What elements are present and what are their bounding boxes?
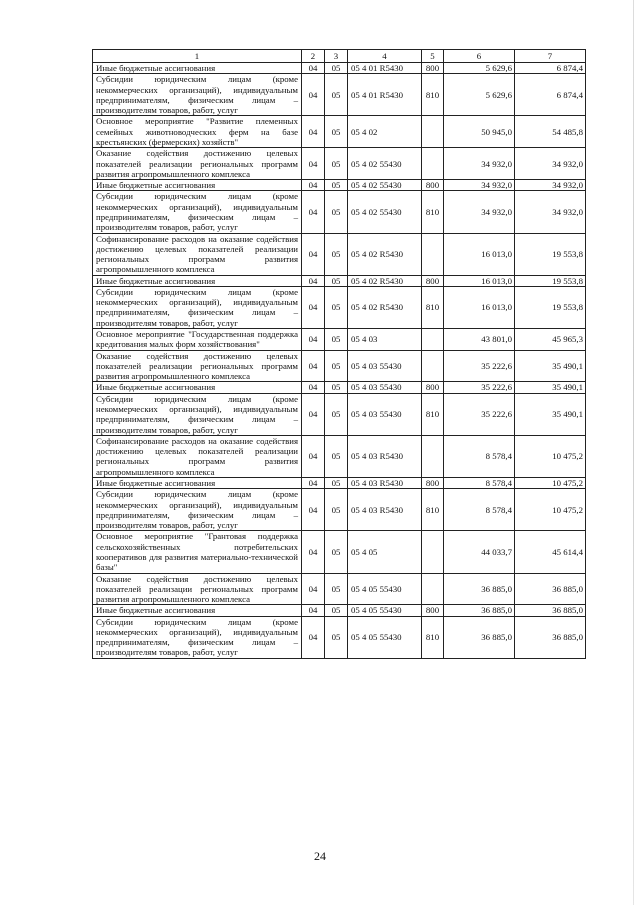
table-row: [93, 605, 586, 616]
target-article-cell: 05 4 03 55430: [348, 350, 422, 382]
row-name-cell: Оказание содействия достижению целевых показателей реализации региональных программ развития агропромышленного комплекса: [93, 573, 302, 605]
subsection-cell: 05: [325, 116, 348, 148]
column-header: 3: [325, 50, 348, 63]
row-name-cell: Основное мероприятие "Развитие племенных семейных животноводческих ферм на базе крестьянских (фермерских) хозяйств": [93, 116, 302, 148]
section-cell: 04: [302, 477, 325, 488]
subsection-cell: 05: [325, 63, 348, 74]
target-article-cell: 05 4 05 55430: [348, 616, 422, 658]
table-row: [93, 286, 586, 328]
amount-year1-cell: 34 932,0: [444, 148, 515, 180]
page-number: 24: [314, 849, 326, 863]
table-row: [93, 382, 586, 393]
table-row: [93, 477, 586, 488]
target-article-cell: 05 4 05: [348, 531, 422, 573]
target-article-cell: 05 4 05 55430: [348, 573, 422, 605]
budget-table: [92, 49, 586, 659]
amount-year1-cell: 34 932,0: [444, 180, 515, 191]
target-article-cell: 05 4 02 55430: [348, 180, 422, 191]
table-row: [93, 573, 586, 605]
subsection-cell: 05: [325, 477, 348, 488]
amount-year1-cell: 36 885,0: [444, 573, 515, 605]
amount-year2-cell: 35 490,1: [515, 393, 586, 435]
amount-year1-cell: 35 222,6: [444, 350, 515, 382]
target-article-cell: 05 4 05 55430: [348, 605, 422, 616]
expense-type-cell: 810: [422, 489, 444, 531]
amount-year2-cell: 54 485,8: [515, 116, 586, 148]
subsection-cell: 05: [325, 191, 348, 233]
section-cell: 04: [302, 531, 325, 573]
section-cell: 04: [302, 191, 325, 233]
amount-year2-cell: 36 885,0: [515, 573, 586, 605]
subsection-cell: 05: [325, 74, 348, 116]
amount-year2-cell: 10 475,2: [515, 477, 586, 488]
amount-year1-cell: 8 578,4: [444, 435, 515, 477]
expense-type-cell: [422, 573, 444, 605]
scan-edge-line: [633, 0, 634, 905]
row-name-cell: Субсидии юридическим лицам (кроме некоммерческих организаций), индивидуальным предпринимателям, физическим лицам – производителям товаров, работ, услуг: [93, 74, 302, 116]
target-article-cell: 05 4 02 55430: [348, 191, 422, 233]
row-name-cell: Иные бюджетные ассигнования: [93, 275, 302, 286]
subsection-cell: 05: [325, 286, 348, 328]
table-row: [93, 329, 586, 351]
amount-year1-cell: 16 013,0: [444, 233, 515, 275]
table-row: [93, 393, 586, 435]
amount-year2-cell: 19 553,8: [515, 286, 586, 328]
section-cell: 04: [302, 180, 325, 191]
amount-year2-cell: 19 553,8: [515, 233, 586, 275]
table-row: [93, 350, 586, 382]
section-cell: 04: [302, 573, 325, 605]
expense-type-cell: [422, 329, 444, 351]
section-cell: 04: [302, 63, 325, 74]
target-article-cell: 05 4 03 R5430: [348, 489, 422, 531]
subsection-cell: 05: [325, 148, 348, 180]
expense-type-cell: [422, 531, 444, 573]
subsection-cell: 05: [325, 616, 348, 658]
target-article-cell: 05 4 03 R5430: [348, 435, 422, 477]
row-name-cell: Оказание содействия достижению целевых показателей реализации региональных программ развития агропромышленного комплекса: [93, 148, 302, 180]
expense-type-cell: 800: [422, 477, 444, 488]
amount-year1-cell: 36 885,0: [444, 616, 515, 658]
row-name-cell: Основное мероприятие "Государственная поддержка кредитования малых форм хозяйствования": [93, 329, 302, 351]
subsection-cell: 05: [325, 233, 348, 275]
expense-type-cell: [422, 233, 444, 275]
amount-year2-cell: 34 932,0: [515, 148, 586, 180]
subsection-cell: 05: [325, 329, 348, 351]
column-header: 2: [302, 50, 325, 63]
table-row: [93, 63, 586, 74]
subsection-cell: 05: [325, 605, 348, 616]
expense-type-cell: 810: [422, 191, 444, 233]
target-article-cell: 05 4 01 R5430: [348, 74, 422, 116]
section-cell: 04: [302, 616, 325, 658]
section-cell: 04: [302, 350, 325, 382]
table-row: [93, 191, 586, 233]
expense-type-cell: 800: [422, 275, 444, 286]
amount-year1-cell: 36 885,0: [444, 605, 515, 616]
amount-year2-cell: 6 874,4: [515, 74, 586, 116]
row-name-cell: Субсидии юридическим лицам (кроме некоммерческих организаций), индивидуальным предпринимателям, физическим лицам – производителям товаров, работ, услуг: [93, 489, 302, 531]
subsection-cell: 05: [325, 275, 348, 286]
table-row: [93, 116, 586, 148]
section-cell: 04: [302, 275, 325, 286]
column-header: 6: [444, 50, 515, 63]
column-header: 5: [422, 50, 444, 63]
section-cell: 04: [302, 74, 325, 116]
table-row: [93, 180, 586, 191]
section-cell: 04: [302, 605, 325, 616]
subsection-cell: 05: [325, 180, 348, 191]
row-name-cell: Иные бюджетные ассигнования: [93, 477, 302, 488]
expense-type-cell: [422, 148, 444, 180]
amount-year2-cell: 34 932,0: [515, 191, 586, 233]
table-row: [93, 233, 586, 275]
column-header: 7: [515, 50, 586, 63]
amount-year1-cell: 43 801,0: [444, 329, 515, 351]
section-cell: 04: [302, 329, 325, 351]
column-header: 1: [93, 50, 302, 63]
row-name-cell: Субсидии юридическим лицам (кроме некоммерческих организаций), индивидуальным предпринимателям, физическим лицам – производителям товаров, работ, услуг: [93, 616, 302, 658]
expense-type-cell: 800: [422, 382, 444, 393]
expense-type-cell: [422, 435, 444, 477]
column-header: 4: [348, 50, 422, 63]
target-article-cell: 05 4 02 R5430: [348, 286, 422, 328]
amount-year2-cell: 10 475,2: [515, 489, 586, 531]
amount-year1-cell: 16 013,0: [444, 286, 515, 328]
amount-year2-cell: 45 614,4: [515, 531, 586, 573]
subsection-cell: 05: [325, 435, 348, 477]
row-name-cell: Софинансирование расходов на оказание содействия достижению целевых показателей реализации региональных программ развития агропромышленного комплекса: [93, 233, 302, 275]
amount-year1-cell: 8 578,4: [444, 489, 515, 531]
table-row: [93, 148, 586, 180]
table-header-row: [93, 50, 586, 63]
subsection-cell: 05: [325, 531, 348, 573]
section-cell: 04: [302, 233, 325, 275]
row-name-cell: Софинансирование расходов на оказание содействия достижению целевых показателей реализации региональных программ развития агропромышленного комплекса: [93, 435, 302, 477]
subsection-cell: 05: [325, 573, 348, 605]
amount-year2-cell: 6 874,4: [515, 63, 586, 74]
subsection-cell: 05: [325, 489, 348, 531]
row-name-cell: Оказание содействия достижению целевых показателей реализации региональных программ развития агропромышленного комплекса: [93, 350, 302, 382]
expense-type-cell: [422, 116, 444, 148]
row-name-cell: Иные бюджетные ассигнования: [93, 180, 302, 191]
row-name-cell: Субсидии юридическим лицам (кроме некоммерческих организаций), индивидуальным предпринимателям, физическим лицам – производителям товаров, работ, услуг: [93, 191, 302, 233]
amount-year1-cell: 5 629,6: [444, 74, 515, 116]
table-row: [93, 616, 586, 658]
row-name-cell: Иные бюджетные ассигнования: [93, 382, 302, 393]
amount-year1-cell: 8 578,4: [444, 477, 515, 488]
amount-year1-cell: 35 222,6: [444, 382, 515, 393]
table-row: [93, 489, 586, 531]
expense-type-cell: 800: [422, 180, 444, 191]
target-article-cell: 05 4 02 R5430: [348, 233, 422, 275]
expense-type-cell: [422, 350, 444, 382]
target-article-cell: 05 4 03 55430: [348, 382, 422, 393]
section-cell: 04: [302, 382, 325, 393]
target-article-cell: 05 4 02 R5430: [348, 275, 422, 286]
section-cell: 04: [302, 148, 325, 180]
amount-year1-cell: 34 932,0: [444, 191, 515, 233]
amount-year2-cell: 45 965,3: [515, 329, 586, 351]
amount-year1-cell: 35 222,6: [444, 393, 515, 435]
subsection-cell: 05: [325, 393, 348, 435]
target-article-cell: 05 4 03: [348, 329, 422, 351]
expense-type-cell: 800: [422, 605, 444, 616]
target-article-cell: 05 4 03 55430: [348, 393, 422, 435]
row-name-cell: Основное мероприятие "Грантовая поддержка сельскохозяйственных потребительских кооперативов для развития материально-технической базы": [93, 531, 302, 573]
expense-type-cell: 810: [422, 286, 444, 328]
section-cell: 04: [302, 286, 325, 328]
amount-year1-cell: 16 013,0: [444, 275, 515, 286]
amount-year2-cell: 36 885,0: [515, 616, 586, 658]
section-cell: 04: [302, 393, 325, 435]
subsection-cell: 05: [325, 382, 348, 393]
section-cell: 04: [302, 435, 325, 477]
target-article-cell: 05 4 03 R5430: [348, 477, 422, 488]
amount-year2-cell: 34 932,0: [515, 180, 586, 191]
table-row: [93, 275, 586, 286]
row-name-cell: Иные бюджетные ассигнования: [93, 605, 302, 616]
table-row: [93, 531, 586, 573]
section-cell: 04: [302, 116, 325, 148]
target-article-cell: 05 4 01 R5430: [348, 63, 422, 74]
amount-year2-cell: 36 885,0: [515, 605, 586, 616]
subsection-cell: 05: [325, 350, 348, 382]
section-cell: 04: [302, 489, 325, 531]
amount-year1-cell: 50 945,0: [444, 116, 515, 148]
amount-year1-cell: 44 033,7: [444, 531, 515, 573]
expense-type-cell: 810: [422, 74, 444, 116]
row-name-cell: Субсидии юридическим лицам (кроме некоммерческих организаций), индивидуальным предпринимателям, физическим лицам – производителям товаров, работ, услуг: [93, 393, 302, 435]
expense-type-cell: 810: [422, 616, 444, 658]
expense-type-cell: 800: [422, 63, 444, 74]
amount-year2-cell: 19 553,8: [515, 275, 586, 286]
table-row: [93, 435, 586, 477]
amount-year1-cell: 5 629,6: [444, 63, 515, 74]
target-article-cell: 05 4 02 55430: [348, 148, 422, 180]
expense-type-cell: 810: [422, 393, 444, 435]
target-article-cell: 05 4 02: [348, 116, 422, 148]
budget-table-body: [93, 50, 586, 659]
amount-year2-cell: 35 490,1: [515, 350, 586, 382]
amount-year2-cell: 10 475,2: [515, 435, 586, 477]
amount-year2-cell: 35 490,1: [515, 382, 586, 393]
row-name-cell: Иные бюджетные ассигнования: [93, 63, 302, 74]
table-row: [93, 74, 586, 116]
row-name-cell: Субсидии юридическим лицам (кроме некоммерческих организаций), индивидуальным предпринимателям, физическим лицам – производителям товаров, работ, услуг: [93, 286, 302, 328]
